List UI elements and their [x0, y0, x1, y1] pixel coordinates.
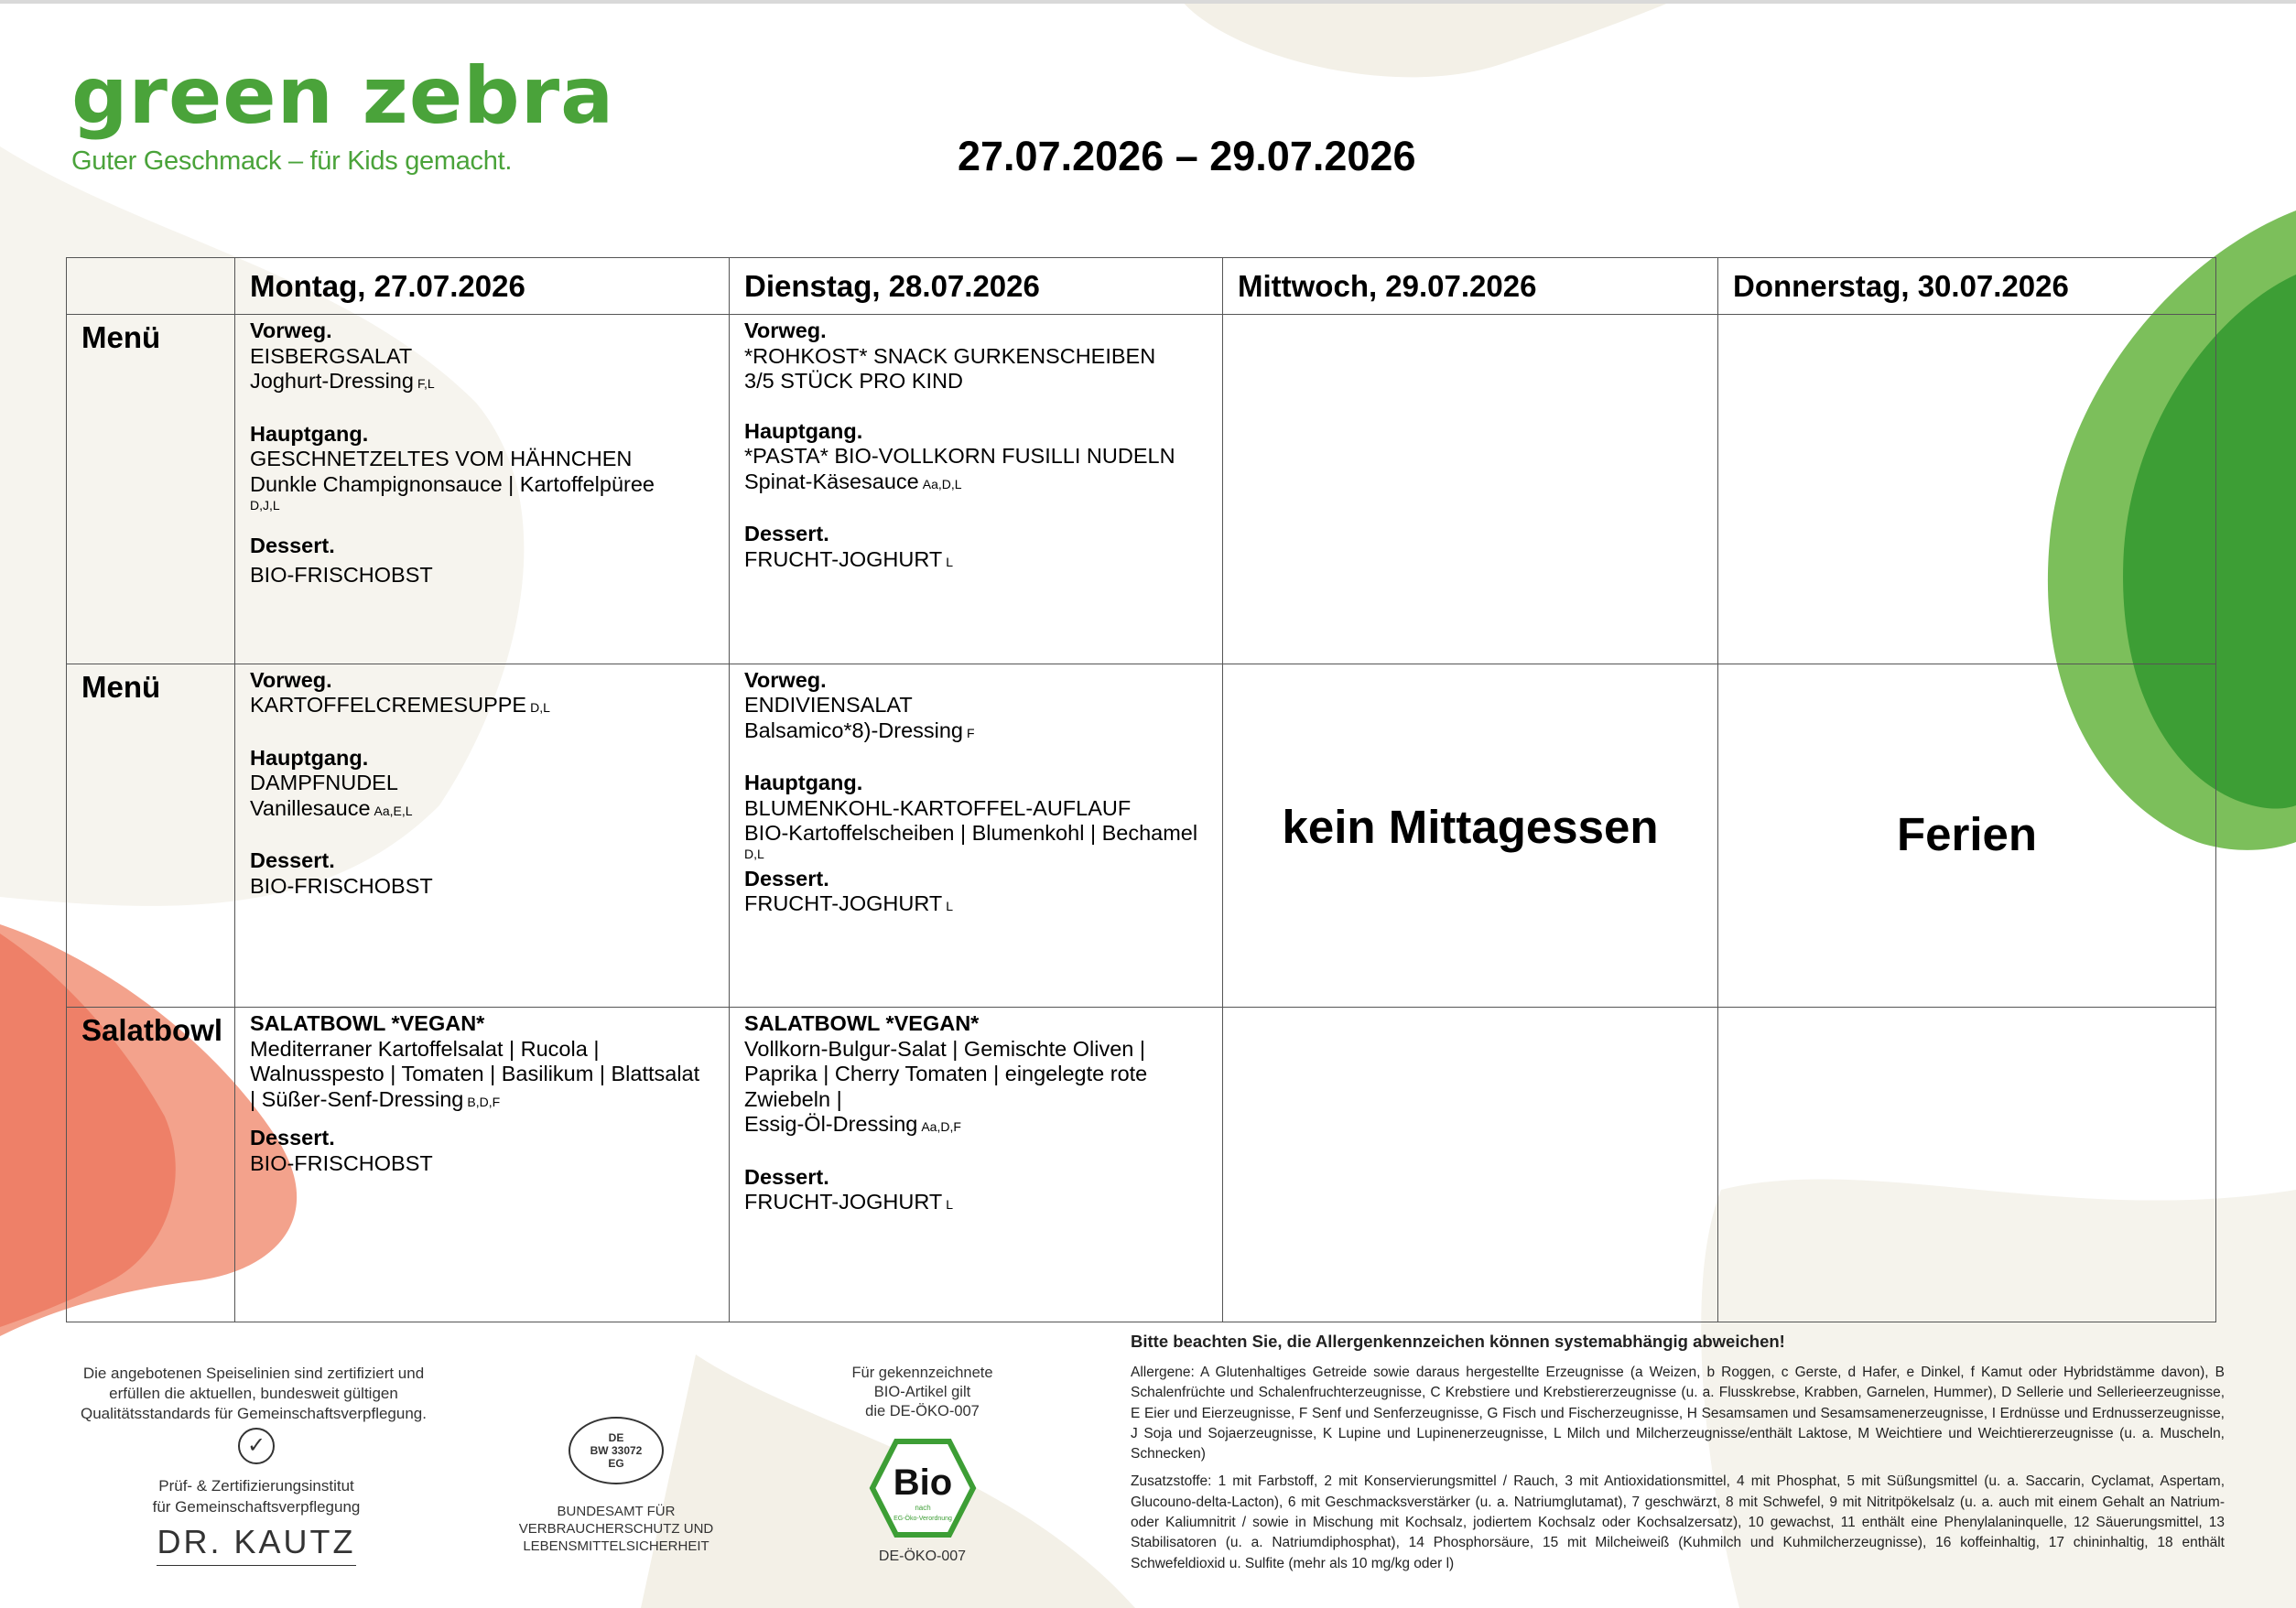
kautz-logo-text: DR. KAUTZ: [157, 1523, 355, 1566]
brand-logo: [71, 50, 615, 177]
section-heading: Hauptgang.: [744, 418, 863, 443]
allergen-codes: L: [946, 1197, 954, 1213]
dish-line: DAMPFNUDEL: [250, 771, 398, 795]
dish-line: Spinat-Käsesauce Aa,D,L: [744, 469, 962, 493]
header-day-thursday: Donnerstag, 30.07.2026: [1718, 258, 2216, 315]
dish-line: BIO-FRISCHOBST: [250, 1150, 433, 1175]
allergen-codes: D,L: [530, 700, 550, 716]
section-heading: Vorweg.: [250, 667, 332, 692]
allergen-codes: Aa,D,F: [921, 1119, 961, 1135]
dish-line: BIO-Kartoffelscheiben | Blumenkohl | Bechamel: [744, 821, 1198, 846]
header-day-tuesday: Dienstag, 28.07.2026: [730, 258, 1223, 315]
bio-logo-sub: nach: [914, 1504, 931, 1512]
menu-table: [66, 257, 2216, 1322]
row-label-cell: [67, 664, 235, 1008]
bio-seal-icon: [869, 1438, 977, 1538]
logo-wordmark: green zebra: [71, 50, 615, 142]
row-label-cell: [67, 1008, 235, 1322]
section-heading: Dessert.: [744, 522, 829, 546]
section-heading: Vorweg.: [250, 318, 332, 343]
bio-text-line: Für gekennzeichnete: [851, 1365, 993, 1381]
holiday-text: Ferien: [1896, 807, 2038, 860]
menu-cell-tuesday: [730, 664, 1223, 1008]
allergen-codes: D,J,L: [250, 498, 280, 513]
table-row: [67, 664, 2216, 1008]
dish-line: *PASTA* BIO-VOLLKORN FUSILLI NUDELN: [744, 444, 1175, 469]
top-border: [0, 0, 2296, 4]
menu-cell-wednesday: [1223, 315, 1718, 664]
no-lunch-cell: [1223, 664, 1718, 1008]
menu-cell-tuesday: [730, 1008, 1223, 1322]
holiday-cell: [1718, 664, 2216, 1008]
additive-legend: Zusatzstoffe: 1 mit Farbstoff, 2 mit Konservierungsmittel / Rauch, 3 mit Antioxidationsmittel, 4 mit Phosphat, 5 mit Süßungsmittel (u. a. Saccarin, Cyclamat, Aspertam, Glucouno-delta-Lacton), 6 mit Geschmacksverstärker (u. a. Natriumglutamat), 7 geschwärzt, 8 mit Schwefel, 9 mit Nitritpökelsalz (u. a. auch mit einem Gehalt an Natrium- oder Kaliumnitrit / sowie in Mischung mit Kochsalz, jodiertem Kochsalz oder Kochsalzersatz), 10 gewachst, 11 enthält eine Phenylalaninquelle, 12 Säuerungsmittel, 13 Stabilisatoren (u. a. Natriumdiphosphat), 14 Phosphorsäure, 15 mit Milcheiweiß (Kuhmilch und Kuhmilcherzeugnisse), 16 koffeinhaltig, 17 chininhaltig, 18 enthält Schwefeldioxid u. Sulfite (mehr als 10 mg/kg oder l): [1131, 1473, 2225, 1571]
dish-line: KARTOFFELCREMESUPPE D,L: [250, 693, 550, 718]
section-heading: Hauptgang.: [744, 771, 863, 795]
section-heading: Hauptgang.: [250, 745, 369, 770]
section-heading: Hauptgang.: [250, 421, 369, 446]
section-heading: SALATBOWL *VEGAN*: [250, 1011, 485, 1036]
dish-line: Essig-Öl-Dressing Aa,D,F: [744, 1112, 961, 1137]
menu-cell-monday: [235, 315, 730, 664]
bio-certification: [824, 1364, 1021, 1565]
no-lunch-text: kein Mittagessen: [1282, 800, 1659, 853]
dish-line: ENDIVIENSALAT: [744, 693, 913, 718]
beige-shape-top: [1181, 0, 1675, 77]
allergen-codes: F: [967, 725, 975, 740]
table-header-row: [67, 258, 2216, 315]
check-circle-icon: ✓: [238, 1428, 275, 1464]
kautz-subtitle: für Gemeinschaftsverpflegung: [152, 1498, 361, 1516]
section-heading: Dessert.: [250, 1126, 335, 1150]
dish-line: GESCHNETZELTES VOM HÄHNCHEN: [250, 447, 633, 471]
menu-cell-monday: [235, 1008, 730, 1322]
allergen-codes: Aa,D,L: [922, 476, 962, 491]
section-heading: SALATBOWL *VEGAN*: [744, 1011, 980, 1036]
bio-text-line: die DE-ÖKO-007: [865, 1403, 980, 1419]
row-label-cell: [67, 315, 235, 664]
menu-cell-tuesday: [730, 315, 1223, 664]
dish-line: BIO-FRISCHOBST: [250, 562, 433, 587]
dish-line: Joghurt-Dressing F,L: [250, 369, 435, 394]
bio-logo-text: Bio: [893, 1462, 952, 1503]
menu-cell-thursday: [1718, 1008, 2216, 1322]
dish-line: Walnusspesto | Tomaten | Basilikum | Blattsalat: [250, 1062, 700, 1086]
bundesamt-text: BUNDESAMT FÜR VERBRAUCHERSCHUTZ UND LEBENSMITTELSICHERHEIT: [518, 1504, 714, 1554]
table-row: [67, 1008, 2216, 1322]
bio-logo-sub: EG-Öko-Verordnung: [893, 1516, 952, 1522]
dish-line: EISBERGSALAT: [250, 343, 413, 368]
row-label: Salatbowl: [81, 1013, 223, 1048]
dish-line: FRUCHT-JOGHURT L: [744, 546, 954, 571]
dish-line: Dunkle Champignonsauce | Kartoffelpüree: [250, 471, 655, 496]
header-empty-cell: [67, 258, 235, 315]
dish-line: BLUMENKOHL-KARTOFFEL-AUFLAUF: [744, 795, 1132, 820]
section-heading: Dessert.: [744, 866, 829, 890]
table-row: [67, 315, 2216, 664]
allergen-legend: Allergene: A Glutenhaltiges Getreide sowie daraus hergestellte Erzeugnisse (a Weizen, b Roggen, c Gerste, d Hafer, e Dinkel, f Kamut oder Hybridstämme davon), B Schalenfrüchte und Schalenfruchterzeugnisse, C Krebstiere und Krebstiererzeugnisse (u. a. Flusskrebse, Krabben, Garnelen, Hummer), D Sellerie und Sellerieerzeugnisse, E Eier und Eierzeugnisse, F Senf und Senferzeugnisse, G Fisch und Fischerzeugnisse, H Sesamsamen und Sesamsamenerzeugnisse, I Erdnüsse und Erdnusserzeugnisse, J Soja und Sojaerzeugnisse, K Lupine und Lupinenerzeugnisse, L Milch und Milcherzeugnisse/enthält Laktose, M Weichtiere und Weichtiererzeugnisse (u. a. Muscheln, Schnecken): [1131, 1365, 2225, 1462]
allergen-codes: F,L: [417, 376, 435, 392]
allergen-codes: B,D,F: [467, 1094, 501, 1109]
menu-cell-monday: [235, 664, 730, 1008]
section-heading: Dessert.: [250, 848, 335, 873]
logo-tagline: Guter Geschmack – für Kids gemacht.: [71, 146, 513, 176]
dish-line: Balsamico*8)-Dressing F: [744, 718, 975, 742]
allergen-codes: L: [946, 899, 954, 914]
section-heading: Vorweg.: [744, 318, 827, 343]
allergen-codes: L: [946, 554, 954, 569]
allergen-info: [1131, 1332, 2225, 1574]
header-day-monday: Montag, 27.07.2026: [235, 258, 730, 315]
dish-line: Vollkorn-Bulgur-Salat | Gemischte Oliven |: [744, 1036, 1145, 1061]
menu-cell-wednesday: [1223, 1008, 1718, 1322]
dish-line: *ROHKOST* SNACK GURKENSCHEIBEN: [744, 343, 1156, 368]
section-heading: Vorweg.: [744, 667, 827, 692]
dish-line: | Süßer-Senf-Dressing B,D,F: [250, 1086, 501, 1111]
section-heading: Dessert.: [744, 1164, 829, 1189]
date-range-title: 27.07.2026 – 29.07.2026: [958, 133, 1416, 179]
allergen-codes: Aa,E,L: [374, 803, 413, 818]
allergen-note: Bitte beachten Sie, die Allergenkennzeichen können systemabhängig abweichen!: [1131, 1332, 1785, 1351]
dish-line: FRUCHT-JOGHURT L: [744, 1190, 954, 1214]
certification-text: Die angebotenen Speiselinien sind zertifiziert und erfüllen die aktuellen, bundesweit gültigen Qualitätsstandards für Gemeinschaftsverpflegung.: [81, 1365, 427, 1422]
dish-line: 3/5 STÜCK PRO KIND: [744, 369, 963, 394]
row-label: Menü: [81, 320, 161, 355]
dish-line: Paprika | Cherry Tomaten | eingelegte rote: [744, 1062, 1148, 1086]
header-day-wednesday: Mittwoch, 29.07.2026: [1223, 258, 1718, 315]
bio-text-line: BIO-Artikel gilt: [873, 1384, 971, 1400]
bio-code: DE-ÖKO-007: [878, 1549, 967, 1564]
kautz-subtitle: Prüf- & Zertifizierungsinstitut: [158, 1477, 354, 1495]
dish-line: Mediterraner Kartoffelsalat | Rucola |: [250, 1036, 600, 1061]
dish-line: Zwiebeln |: [744, 1086, 842, 1111]
eu-seal-oval-icon: DE BW 33072 EG: [569, 1417, 664, 1484]
dish-line: FRUCHT-JOGHURT L: [744, 891, 954, 916]
kautz-certificate: [128, 1428, 384, 1566]
section-heading: Dessert.: [250, 534, 335, 558]
row-label: Menü: [81, 669, 161, 704]
bundesamt-seal: [502, 1417, 731, 1555]
allergen-codes: D,L: [744, 846, 764, 861]
dish-line: Vanillesauce Aa,E,L: [250, 795, 413, 820]
menu-cell-thursday: [1718, 315, 2216, 664]
dish-line: BIO-FRISCHOBST: [250, 873, 433, 898]
